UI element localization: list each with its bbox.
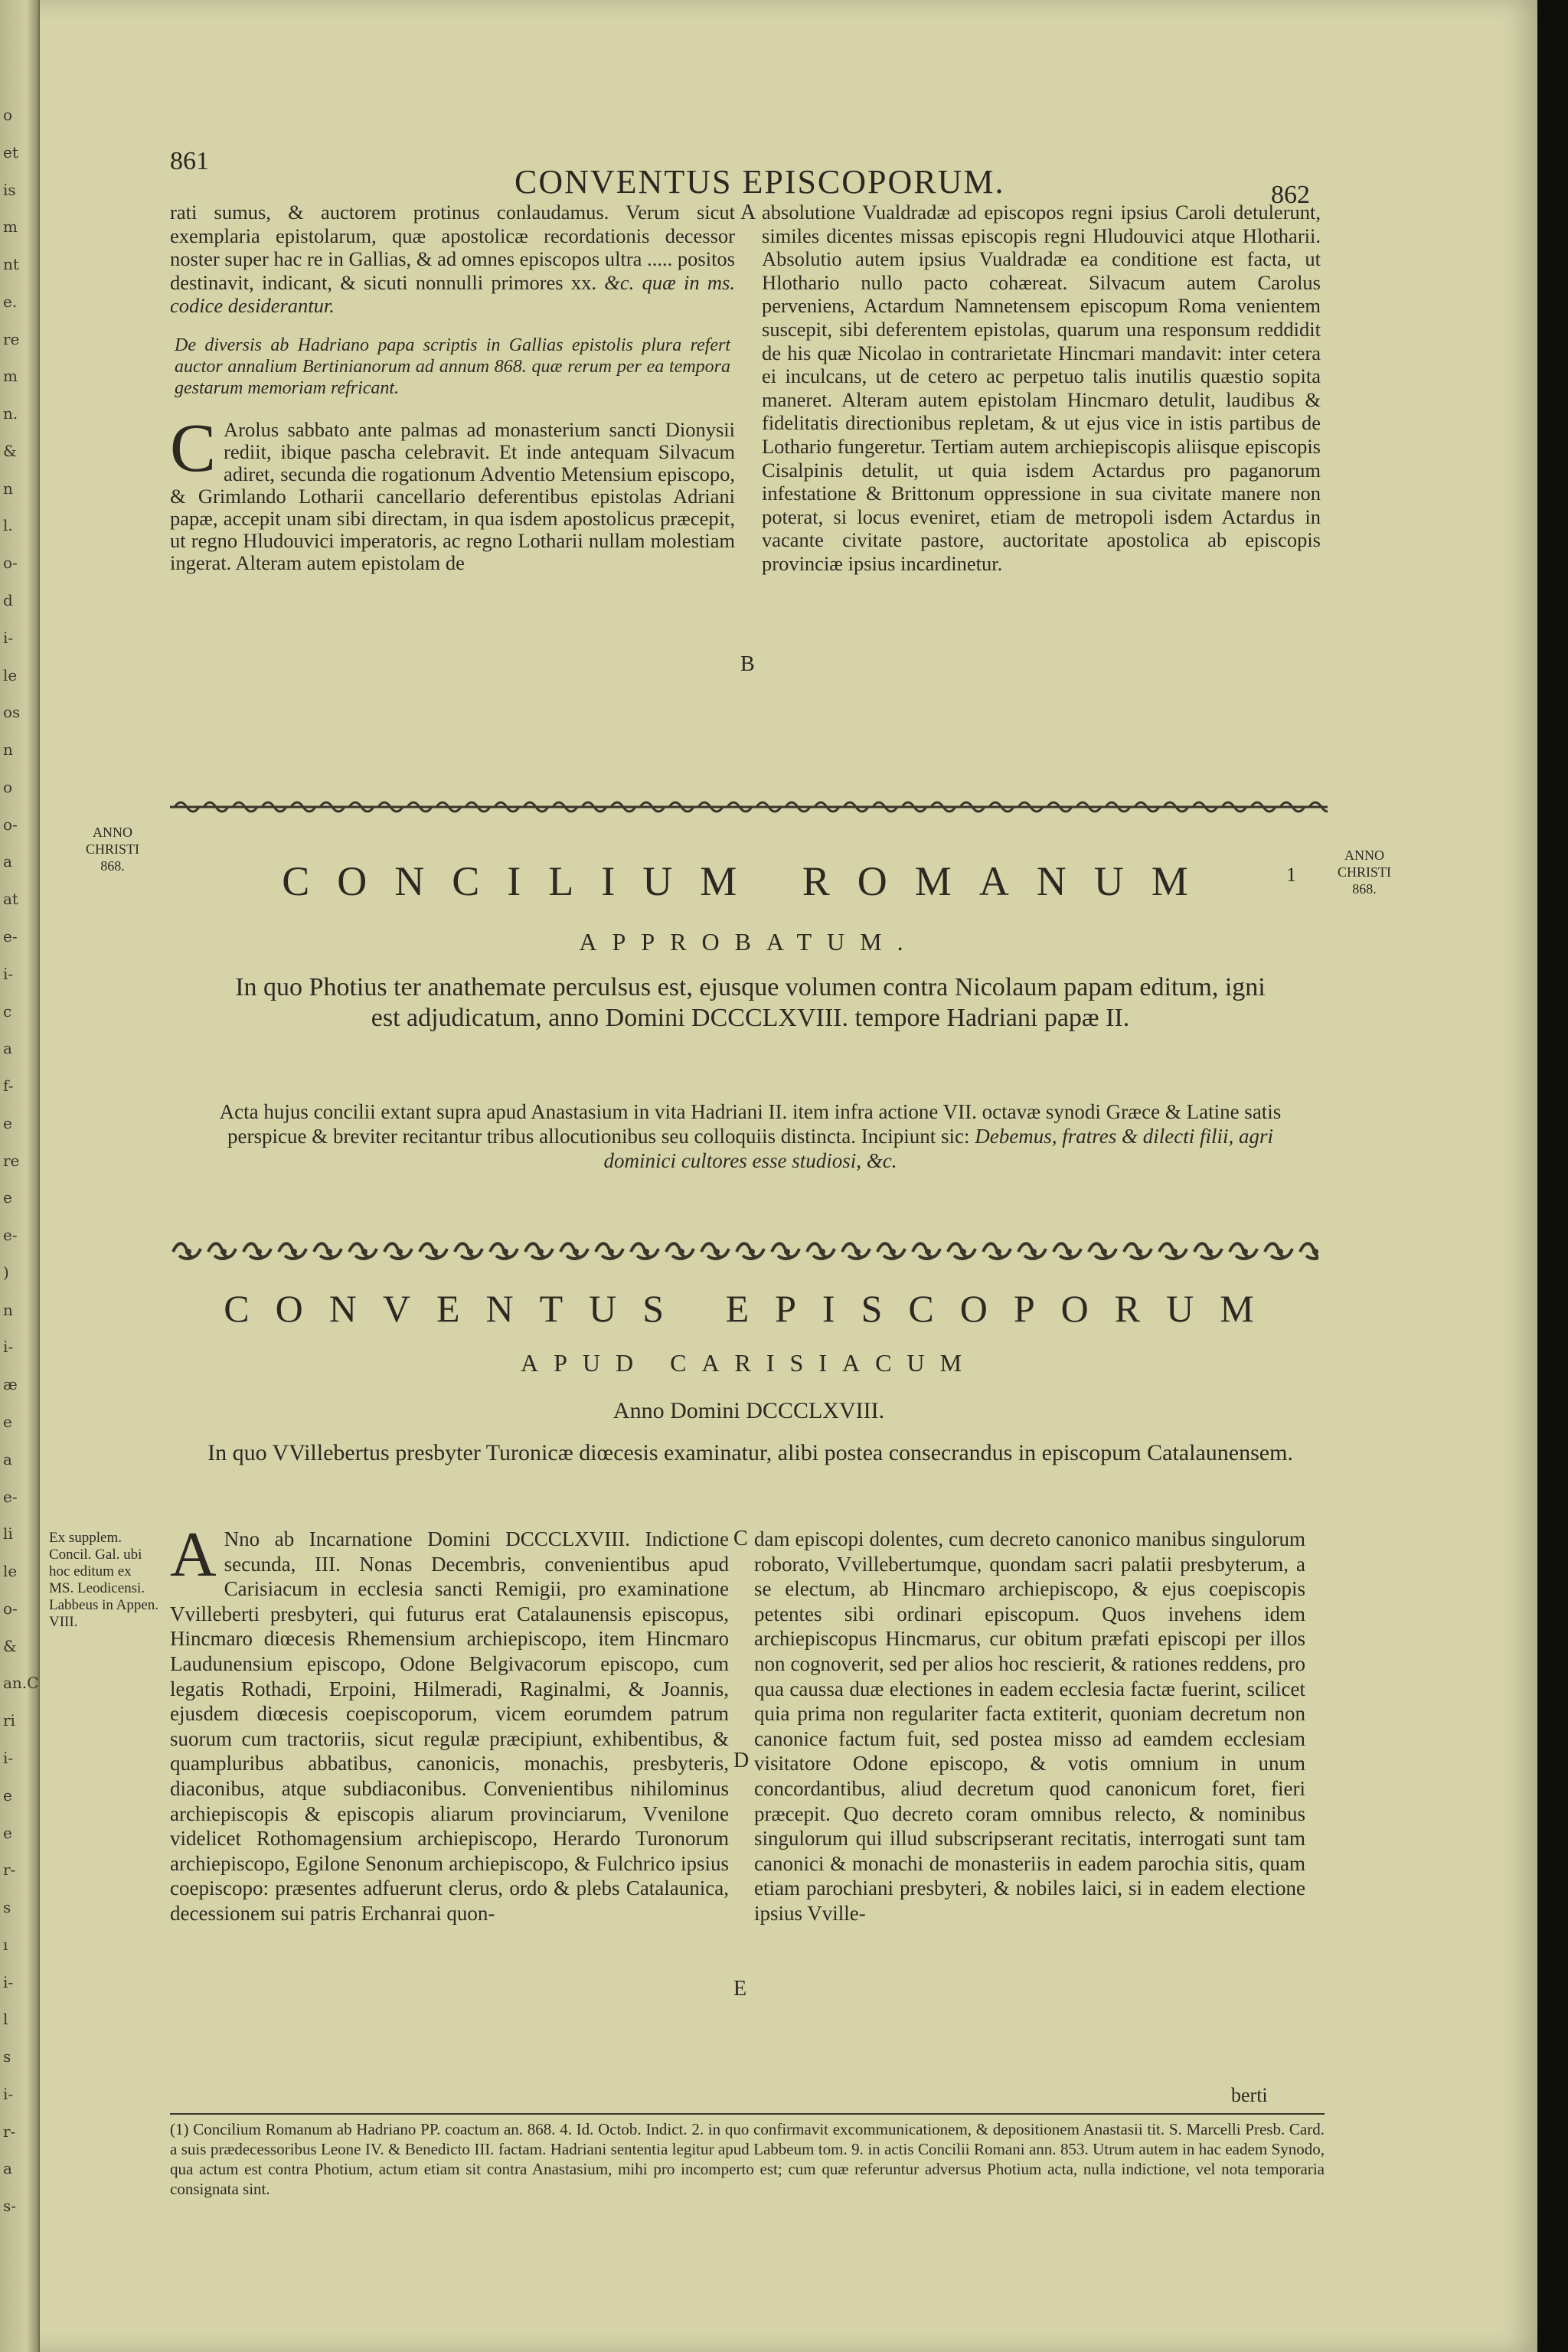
conventus-subtitle: APUD CARISIACUM [520, 1349, 978, 1377]
fleuron-ornament [666, 1243, 694, 1259]
margin-letter-a: A [740, 201, 756, 224]
margin-letter-b: B [740, 652, 755, 676]
gutter-text-fragment: æ [3, 1375, 18, 1394]
gutter-text-fragment: e- [3, 926, 18, 946]
gutter-text-fragment: ) [3, 1263, 9, 1282]
conventus-title: CONVENTUS EPISCOPORUM [224, 1287, 1280, 1330]
gutter-text-fragment: at [3, 890, 18, 909]
fleuron-ornament [1159, 1243, 1187, 1259]
fleuron-ornament [842, 1243, 870, 1259]
concilium-title: CONCILIUM ROMANUM [282, 858, 1216, 904]
bottom-left-text: Nno ab Incarnatione Domini DCCCLXVIII. Indictione secunda, III. Nonas Decembris, convenientibus apud Carisiacum in ecclesia sancti Remigii, pro examinatione Vvilleberti presbyteri, qui futurus erat Catalaunensis episcopus, Hincmaro diœcesis Rhemensium archiepiscopo, item Hincmaro Laudunensium episcopo, Odone Belgivacorum episcopo, cum legatis Rothadi, Erpoini, Hilmeradi, Raginalmi, & Joannis, ejusdem diœcesis coepiscoporum, vicem eorumdem patrum suorum cum tractoriis, sicut regulæ præcipiunt, exhibentibus, & quampluribus abbatibus, canonicis, monachis, presbyteris, diaconibus, atque subdiaconibus. Convenientibus nihilominus archiepiscopis & episcopis aliarum provinciarum, Vvenilone videlicet Rothomagensium archiepiscopo, Herardo Turonorum archiepiscopo, Egilone Senonum archiepiscopo, & Fulchrico ipsius coepiscopo: præsentes adfuerunt clerus, ordo & plebs Catalaunica, decessionem sui patris Erchanrai quon- [170, 1527, 729, 1925]
gutter-text-fragment: e [3, 1413, 12, 1432]
gutter-text-fragment: re [3, 329, 20, 348]
gutter-text-fragment: s [3, 1898, 11, 1917]
margin-year-right-line-1: ANNO [1344, 848, 1384, 863]
left-col-main-paragraph [170, 410, 735, 574]
fleuron-ornament [314, 1243, 341, 1259]
gutter-text-fragment: s [3, 2047, 11, 2066]
gutter-text-fragment: nt [3, 255, 19, 274]
gutter-text-fragment: e [3, 1823, 12, 1842]
gutter-text-fragment: m [3, 367, 18, 386]
fleuron-ornament [948, 1243, 975, 1259]
conventus-description: In quo VVillebertus presbyter Turonicæ diœcesis examinatur, alibi postea consecrandus in episcopum Catalaunensem. [207, 1440, 1293, 1465]
fleuron-ornament [384, 1243, 412, 1259]
left-col-intro-italic: &c. quæ in ms. codice desiderantur. [170, 270, 735, 317]
margin-letter-d: D [733, 1749, 750, 1772]
gutter-text-fragment: o- [3, 554, 18, 573]
concilium-acta-incipit: Debemus, fratres & dilecti filii, agri dominici cultores esse studiosi, &c. [603, 1125, 1273, 1172]
gutter-text-fragment: e. [3, 292, 18, 311]
top-right-column: absolutione Vualdradæ ad episcopos regni ipsius Caroli detulerunt, similes dicentes missas episcopis regni Hludouvici atque Hlotharii. Absolutio autem ipsius Vualdradæ ea conditione est facta, ut Hlothario nullo pacto cohæreat. Silvacum autem Carolus perveniens, Actardum Namnetensem episcopum Roma venientem suscepit, sibi deferentem epistolas, quarum una responsum reddidit de his quæ Nicolao in contrarietate Hincmari mandavit: inter cetera ei inculcans, ut de cetero ac perpetuo talis inutilis quæstio sopita maneret. Alteram autem epistolam Hincmaro detulit, laudibus & fidelitatis directionibus repletam, & ut ejus vice in istis partibus de Lothario fungeretur. Tertiam autem archiepiscopis aliisque episcopis Cisalpinis detulit, ut quia isdem Actardus pro paganorum infestatione & Brittonum oppressione in sua civitate manere non poterat, si locus eveniret, etiam de metropoli isdem Actardus in vacante civitate pastore, auctoritate apostolica ab episcopis provinciæ ipsius incardinetur. [762, 201, 1321, 575]
fleuron-ornament [807, 1243, 835, 1259]
fleuron-ornament [1018, 1243, 1046, 1259]
fleuron-ornament [455, 1243, 482, 1259]
running-title: CONVENTUS EPISCOPORUM. [514, 163, 1005, 201]
margin-year-left-line-3: 868. [100, 858, 125, 874]
gutter-text-fragment: s- [3, 2197, 17, 2216]
gutter-text-fragment: ı [3, 1935, 8, 1954]
concilium-description: In quo Photius ter anathemate perculsus est, ejusque volumen contra Nicolaum papam editum, igni est adjudicatum, anno Domini DCCCLXVIII. tempore Hadriani papæ II. [235, 973, 1266, 1032]
fleuron-ornament [1230, 1243, 1257, 1259]
gutter-text-fragment: l [3, 2010, 8, 2029]
fleuron-ornament [1194, 1243, 1222, 1259]
binding-gutter [0, 0, 40, 2352]
gutter-text-fragment: & [3, 1636, 17, 1655]
gutter-text-fragment: a [3, 1449, 12, 1468]
gutter-text-fragment: l. [3, 516, 13, 535]
fleuron-ornament [701, 1243, 729, 1259]
margin-year-right-line-2: CHRISTI [1337, 864, 1391, 880]
gutter-text-fragment: i- [3, 628, 14, 647]
fleuron-ornament [983, 1243, 1011, 1259]
gutter-text-fragment: o [3, 106, 13, 124]
gutter-text-fragment: i- [3, 964, 14, 983]
gutter-text-fragment: ri [3, 1711, 15, 1730]
gutter-text-fragment: os [3, 703, 21, 722]
footnote-rule [170, 2113, 1325, 2115]
fleuron-ornament [279, 1243, 306, 1259]
gutter-text-fragment: o- [3, 1599, 18, 1618]
bottom-left-column [170, 1519, 729, 1926]
fleuron-ornament [349, 1243, 377, 1259]
gutter-text-fragment: r- [3, 1860, 16, 1880]
fleuron-ornament [631, 1243, 658, 1259]
margin-letter-c: C [733, 1527, 748, 1550]
gutter-text-fragment: n [3, 479, 13, 498]
gutter-text-fragment: r- [3, 2122, 16, 2141]
gutter-text-fragment: et [3, 142, 18, 162]
margin-year-right-line-3: 868. [1352, 881, 1377, 897]
editorial-note: De diversis ab Hadriano papa scriptis in Gallias epistolis plura refert auctor annalium Bertinianorum ad annum 868. quæ rerum per ea tempora gestarum memoriam refricant. [175, 335, 730, 398]
margin-year-left-line-2: CHRISTI [85, 841, 139, 857]
fleuron-ornament [1265, 1243, 1292, 1259]
gutter-text-fragment: le [3, 1562, 18, 1581]
gutter-text-fragment: i- [3, 1748, 14, 1767]
fleuron-ornament [420, 1243, 447, 1259]
gutter-text-fragment: f- [3, 1076, 14, 1096]
margin-year-left-line-1: ANNO [93, 825, 132, 840]
gutter-text-fragment: e [3, 1785, 12, 1805]
catchword: berti [1231, 2084, 1268, 2106]
gutter-text-fragment: a [3, 2159, 12, 2178]
fleuron-ornament [173, 1243, 201, 1259]
fleuron-ornament [1089, 1243, 1116, 1259]
gutter-text-fragment: c [3, 1001, 12, 1021]
conventus-year: Anno Domini DCCCLXVIII. [612, 1398, 885, 1423]
gutter-text-fragment: & [3, 441, 17, 460]
fleuron-ornament [737, 1243, 764, 1259]
gutter-text-fragment: a [3, 1039, 12, 1058]
gutter-text-fragment: re [3, 1151, 20, 1170]
gutter-text-fragment: li [3, 1524, 13, 1544]
left-col-intro: rati sumus, & auctorem protinus conlaudamus. Verum sicut exemplaria epistolarum, quæ apostolicæ recordationis decessor noster super hac re in Gallias, & ad omnes episcopos ultra ..... positos destinavit, indicant, & sicuti nonnulli primores xx. [170, 201, 735, 294]
gutter-text-fragment: an.C [3, 1674, 39, 1693]
concilium-acta [207, 1099, 1294, 1173]
gutter-text-fragment: e- [3, 1487, 18, 1506]
gutter-text-fragment: e- [3, 1226, 18, 1245]
fleuron-ornament [1124, 1243, 1152, 1259]
gutter-text-fragment: o- [3, 815, 18, 834]
gutter-text-fragment: le [3, 665, 18, 684]
fleuron-band [170, 1239, 1318, 1265]
footnote: (1) Concilium Romanum ab Hadriano PP. coactum an. 868. 4. Id. Octob. Indict. 2. in quo confirmavit excommunicationem, & depositionem Anastasii tit. S. Marcelli Presb. Card. a suis prædecessoribus Leone IV. & Benedicto III. factam. Hadriani sententia legitur apud Labbeum tom. 9. in actis Concilii Romani ann. 853. Utrum autem in hac eadem Synodo, qua actum est contra Photium, actum etiam sit contra Anastasium, mihi pro incomperto est; cum quæ referuntur adversus Photium acta, nulla indictione, vel nota temporaria consignata sint. [170, 2120, 1325, 2198]
gutter-text-fragment: o [3, 777, 13, 796]
margin-letter-e: E [733, 1977, 747, 2001]
fleuron-ornament [772, 1243, 799, 1259]
gutter-text-fragment: n. [3, 404, 18, 423]
fleuron-ornament [596, 1243, 623, 1259]
ornamental-rule-top [170, 796, 1328, 818]
fleuron-ornament [913, 1243, 940, 1259]
fleuron-ornament [243, 1243, 271, 1259]
fleuron-ornament [560, 1243, 588, 1259]
gutter-text-fragment: m [3, 217, 18, 237]
footnote-marker: 1 [1286, 864, 1296, 886]
drop-cap-c: C [170, 410, 217, 486]
source-margin-note: Ex supplem. Concil. Gal. ubi hoc editum ex MS. Leodicensi. Labbeus in Appen. VIII. [49, 1530, 159, 1630]
fleuron-ornament [490, 1243, 518, 1259]
fleuron-ornament [208, 1243, 236, 1259]
concilium-subtitle: APPROBATUM. [579, 928, 919, 956]
margin-year-right [1329, 847, 1400, 897]
left-page-number: 861 [170, 147, 209, 175]
gutter-text-fragment: e [3, 1188, 12, 1207]
fleuron-ornament [525, 1243, 553, 1259]
fleuron-ornament [1054, 1243, 1081, 1259]
gutter-text-fragment: i- [3, 1338, 14, 1357]
fleuron-ornament [877, 1243, 905, 1259]
gutter-text-fragment: a [3, 852, 12, 871]
fleuron-ornament [1300, 1243, 1318, 1259]
drop-cap-a: A [170, 1519, 217, 1590]
gutter-text-fragment: n [3, 740, 13, 760]
gutter-text-fragment: e [3, 1113, 12, 1132]
gutter-text-fragment: d [3, 591, 13, 610]
concilium-acta-text: Acta hujus concilii extant supra apud Anastasium in vita Hadriani II. item infra actione VII. octavæ synodi Græce & Latine satis perspicue & breviter recitantur tribus allocutionibus seu colloquiis distincta. Incipiunt sic: [219, 1100, 1282, 1148]
gutter-text-fragment: n [3, 1300, 13, 1319]
top-left-column [170, 201, 735, 574]
bottom-right-column: dam episcopi dolentes, cum decreto canonico manibus singulorum roborato, Vvillebertumque, quondam sacri palatii presbyterum, a se electum, ab Hincmaro archiepiscopo, & ejus coepiscopis petentes sibi ordinari episcopum. Quos invehens idem archiepiscopus Hincmarus, cur obitum præfati episcopi per illos non cognoverit, sed per alios hoc rescierit, & rationes reddens, pro qua caussa duæ electiones in eadem ecclesia factæ fuerint, scilicet quia prima non regulariter facta extiterit, quoniam decretum non canonice factum fuit, sed postea misso ad eamdem ecclesiam visitatore Odone episcopo, & votis omnium in unum concordantibus, aliud decretum quod canonicum foret, fieri præcepit. Quo decreto coram omnibus relecto, & nominibus singulorum qui illud subscripserant recitatis, interrogati sunt tam canonici & monachi de monasteriis in eadem parochia sitis, quam etiam parochiani presbyteri, & nobiles laici, si in eadem electione ipsius Vville- [754, 1527, 1305, 1925]
gutter-text-fragment: i- [3, 1972, 14, 1991]
gutter-text-fragment: i- [3, 2084, 14, 2103]
right-page-number: 862 [1271, 181, 1310, 209]
left-col-main-text: Arolus sabbato ante palmas ad monasterium sancti Dionysii rediit, ibique pascha celebravit. Et inde antequam Silvacum adiret, secunda die rogationum Adventio Metensium episcopo, & Grimlando Lotharii cancellario deferentibus epistolas Adriani papæ, accepit unam sibi directam, in qua isdem apostolicus præcepit, ut regno Hludouvici imperatoris, ac regno Lotharii nullam molestiam ingerat. Alteram autem epistolam de [170, 417, 735, 574]
margin-year-left [78, 824, 147, 874]
gutter-text-fragment: is [3, 180, 16, 199]
